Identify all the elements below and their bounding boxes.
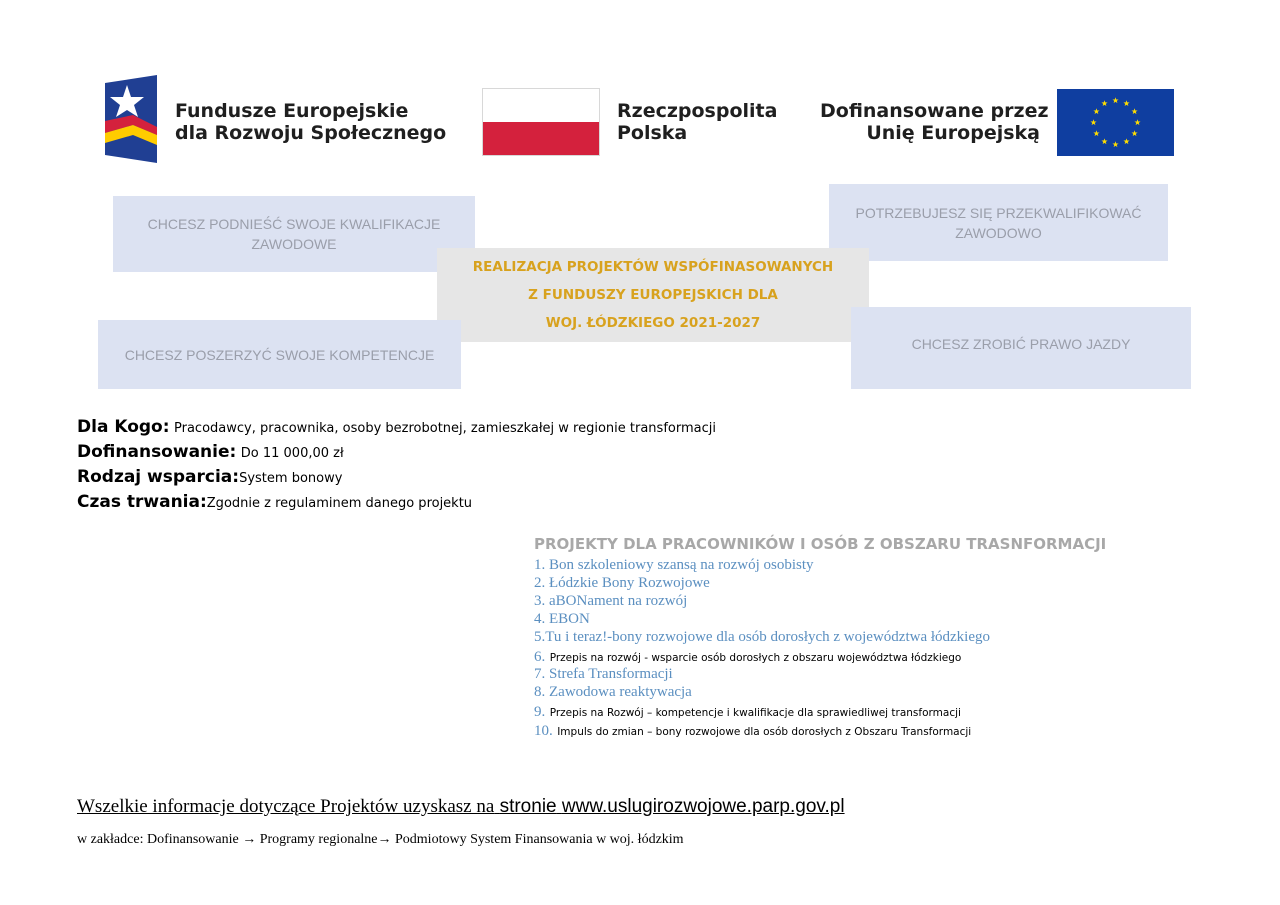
project-num: 4. (534, 611, 546, 627)
project-item (534, 557, 814, 574)
project-item (534, 703, 961, 721)
box-requalify: POTRZEBUJESZ SIĘ PRZEKWALIFIKOWAĆ ZAWODOWO (829, 184, 1168, 261)
center-banner-line3: WOJ. ŁÓDZKIEGO 2021-2027 (545, 315, 761, 331)
center-banner-line1: REALIZACJA PROJEKTÓW WSPÓFINASOWANYCH (472, 259, 834, 275)
eu-flag-icon (1057, 89, 1174, 156)
eu-funded-text (820, 100, 1049, 144)
footer-info-line (77, 796, 845, 818)
project-text: EBON (549, 611, 590, 627)
duration-label: Czas trwania: (77, 492, 207, 512)
project-num: 10. (534, 723, 553, 739)
project-item (534, 629, 990, 646)
project-item (534, 684, 692, 701)
footer-prefix: Wszelkie informacje dotyczące Projektów uzyskasz na (77, 796, 495, 817)
footer-tab-path: w zakładce: Dofinansowanie → Programy regionalne→ Podmiotowy System Finansowania w woj. łódzkim (77, 832, 684, 847)
project-text: Bon szkoleniowy szansą na rozwój osobisty (549, 557, 814, 573)
rzeczpospolita-text (617, 100, 777, 144)
project-text: Impuls do zmian – bony rozwojowe dla osób dorosłych z Obszaru Transformacji (557, 726, 972, 738)
fundusze-europejskie-logo (103, 75, 159, 163)
support-value: System bonowy (239, 471, 343, 486)
project-num: 1. (534, 557, 546, 573)
info-duration (77, 492, 472, 512)
ue-line2: Unię Europejską (866, 122, 1040, 144)
center-banner (437, 248, 869, 342)
project-text: Przepis na Rozwój – kompetencje i kwalifikacje dla sprawiedliwej transformacji (549, 707, 961, 719)
project-item (534, 666, 673, 683)
funding-value: Do 11 000,00 zł (240, 446, 344, 461)
project-item (534, 648, 961, 666)
box-driving-license: CHCESZ ZROBIĆ PRAWO JAZDY (851, 307, 1191, 389)
project-num: 2. (534, 575, 546, 591)
project-item (534, 593, 687, 610)
for-whom-label: Dla Kogo (77, 417, 163, 437)
info-funding (77, 442, 344, 462)
project-item (534, 722, 971, 740)
rp-line2: Polska (617, 122, 688, 144)
project-text: Zawodowa reaktywacja (549, 684, 692, 700)
fe-line2: dla Rozwoju Społecznego (175, 122, 447, 144)
center-banner-line2: Z FUNDUSZY EUROPEJSKICH DLA (528, 287, 778, 303)
info-for-whom: Dla Kogo: Pracodawcy, pracownika, osoby bezrobotnej, zamieszkałej w regionie transformacji (77, 417, 716, 437)
footer-url-link[interactable]: www.uslugirozwojowe.parp.gov.pl (561, 796, 845, 817)
funding-label: Dofinansowanie: (77, 442, 237, 462)
project-num: 6. (534, 649, 546, 665)
project-text: Przepis na rozwój - wsparcie osób dorosłych z obszaru województwa łódzkiego (549, 652, 962, 664)
project-num: 7. (534, 666, 546, 682)
fundusze-europejskie-text (175, 100, 446, 144)
project-item (534, 575, 710, 592)
project-num: 8. (534, 684, 546, 700)
info-support-type (77, 467, 342, 487)
project-num: 9. (534, 704, 546, 720)
box-raise-qualifications: CHCESZ PODNIEŚĆ SWOJE KWALIFIKACJE ZAWODOWE (113, 196, 475, 272)
support-label: Rodzaj wsparcia: (77, 467, 240, 487)
rp-line1: Rzeczpospolita (617, 100, 778, 122)
project-text: Tu i teraz!-bony rozwojowe dla osób dorosłych z województwa łódzkiego (545, 629, 991, 645)
box-expand-competences: CHCESZ POSZERZYĆ SWOJE KOMPETENCJE (98, 320, 461, 389)
for-whom-value: Pracodawcy, pracownika, osoby bezrobotnej, zamieszkałej w regionie transformacji (174, 421, 716, 436)
ue-line1: Dofinansowane przez (820, 100, 1049, 122)
projects-title: PROJEKTY DLA PRACOWNIKÓW I OSÓB Z OBSZARU TRASNFORMACJI (534, 535, 1107, 553)
polish-flag (482, 88, 600, 156)
project-text: aBONament na rozwój (549, 593, 688, 609)
project-item (534, 611, 590, 628)
duration-value: Zgodnie z regulaminem danego projektu (206, 496, 473, 511)
fe-line1: Fundusze Europejskie (175, 100, 409, 122)
project-text: Strefa Transformacji (549, 666, 673, 682)
project-text: Łódzkie Bony Rozwojowe (549, 575, 710, 591)
footer-site-word: stronie (499, 796, 557, 817)
project-num: 5. (534, 629, 546, 645)
project-num: 3. (534, 593, 546, 609)
